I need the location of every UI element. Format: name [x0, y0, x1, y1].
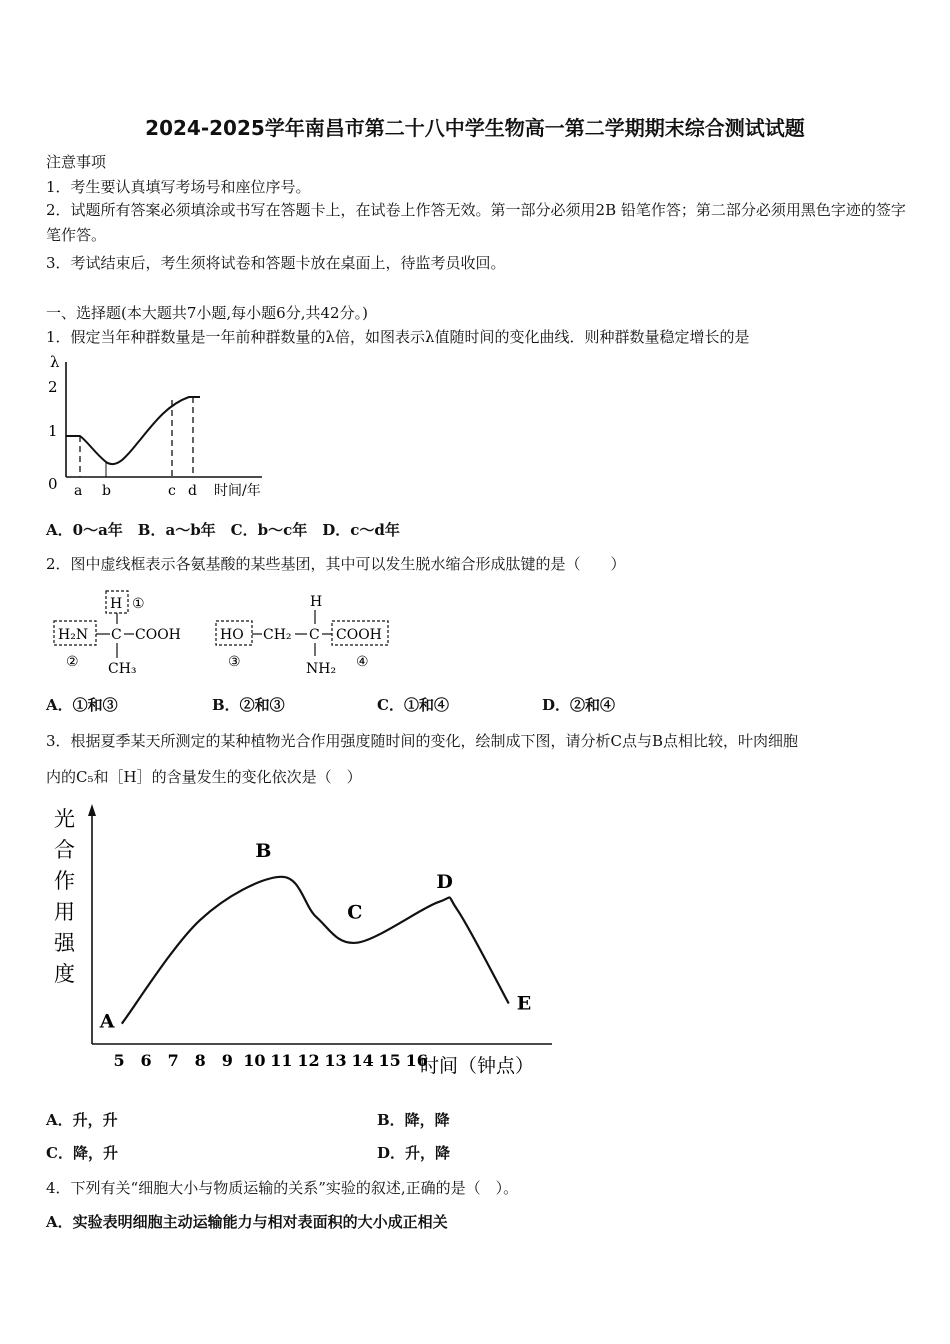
- q2-mark-2: ②: [66, 654, 79, 670]
- q3-x-tick-label: 8: [194, 1051, 206, 1070]
- q3-series-line: [122, 877, 509, 1024]
- q3-y-label-char: 作: [54, 869, 75, 893]
- q3-stem-line2: 内的C₅和［H］的含量发生的变化依次是（ ）: [46, 768, 362, 786]
- q1-lambda-curve: [66, 397, 200, 464]
- q1-x-tick-a: a: [74, 483, 83, 499]
- q3-y-axis-arrow: [88, 804, 96, 816]
- q3-option-a: A．升，升: [46, 1111, 118, 1129]
- q3-x-tick-label: 14: [351, 1051, 374, 1070]
- notice-heading: 注意事项: [46, 153, 107, 171]
- q2-m2-carbon: C: [309, 627, 320, 643]
- q2-option-d: D．②和④: [542, 696, 616, 714]
- q3-x-tick-label: 13: [324, 1051, 347, 1070]
- q2-mark-3: ③: [228, 654, 241, 670]
- q2-mark-4: ④: [356, 654, 369, 670]
- q1-x-tick-c: c: [168, 483, 176, 499]
- notice-item-3: 3．考试结束后，考生须将试卷和答题卡放在桌面上，待监考员收回。: [46, 254, 506, 272]
- q3-option-b: B．降，降: [377, 1111, 450, 1129]
- q3-photosynthesis-chart: [40, 796, 580, 1088]
- page-title: 2024-2025学年南昌市第二十八中学生物高一第二学期期末综合测试试题: [145, 116, 805, 140]
- q2-box-1-text: H: [110, 596, 123, 612]
- q2-mark-1: ①: [132, 596, 145, 612]
- q3-option-d: D．升，降: [377, 1144, 451, 1162]
- q2-m1-ch3: CH₃: [108, 661, 137, 677]
- q3-point-label-c: C: [347, 901, 363, 924]
- q3-x-tick-label: 9: [221, 1051, 233, 1070]
- q2-m2-ch2: CH₂: [263, 627, 292, 643]
- q1-y-tick-0: 0: [48, 475, 58, 493]
- q3-point-label-a: A: [99, 1010, 115, 1033]
- q3-x-tick-label: 15: [378, 1051, 401, 1070]
- q2-amino-acid-figure: [44, 588, 404, 680]
- q3-y-label-char: 用: [54, 900, 75, 924]
- q2-stem: 2．图中虚线框表示各氨基酸的某些基团，其中可以发生脱水缩合形成肽键的是（ ）: [46, 555, 626, 573]
- q2-m2-h: H: [310, 594, 323, 610]
- q3-stem-line1: 3．根据夏季某天所测定的某种植物光合作用强度随时间的变化，绘制成下图，请分析C点与B点相比较，叶肉细胞: [46, 732, 799, 750]
- q2-m1-carbon: C: [111, 627, 122, 643]
- q3-x-tick-label: 16: [405, 1051, 428, 1070]
- q1-y-label: λ: [50, 353, 60, 371]
- q2-box-2-text: H₂N: [58, 627, 89, 643]
- q4-stem: 4．下列有关“细胞大小与物质运输的关系”实验的叙述,正确的是（ ）。: [46, 1179, 519, 1197]
- q3-y-label-char: 强: [54, 931, 75, 955]
- q3-point-label-e: E: [516, 992, 532, 1015]
- q3-x-tick-label: 7: [167, 1051, 179, 1070]
- q1-y-tick-2: 2: [48, 378, 58, 396]
- q2-box-4-text: COOH: [336, 627, 382, 643]
- q3-x-tick-label: 5: [113, 1051, 125, 1070]
- q3-option-c: C．降，升: [46, 1144, 118, 1162]
- q3-point-label-d: D: [436, 871, 453, 894]
- q3-y-label: [54, 807, 76, 986]
- q3-x-tick-label: 12: [297, 1051, 320, 1070]
- section-heading: 一、选择题(本大题共7小题,每小题6分,共42分。): [46, 304, 368, 322]
- q1-options: A．0～a年 B．a～b年 C．b～c年 D．c～d年: [46, 521, 400, 539]
- q3-y-label-char: 合: [54, 838, 75, 862]
- q3-x-tick-label: 11: [270, 1051, 293, 1070]
- q4-option-a: A．实验表明细胞主动运输能力与相对表面积的大小成正相关: [46, 1213, 448, 1231]
- q2-option-a: A．①和③: [46, 696, 118, 714]
- q1-lambda-figure: [44, 352, 294, 502]
- q1-y-tick-1: 1: [48, 422, 58, 440]
- q1-stem: 1．假定当年种群数量是一年前种群数量的λ倍，如图表示λ值随时间的变化曲线．则种群数量稳定增长的是: [46, 328, 750, 346]
- notice-item-1: 1．考生要认真填写考场号和座位序号。: [46, 178, 311, 196]
- q3-x-tick-label: 6: [140, 1051, 152, 1070]
- q3-x-label: 时间（钟点）: [420, 1055, 535, 1077]
- q2-box-3-text: HO: [220, 627, 244, 643]
- q2-m2-nh2: NH₂: [306, 661, 337, 677]
- q2-option-c: C．①和④: [377, 696, 449, 714]
- q2-option-b: B．②和③: [212, 696, 285, 714]
- q1-x-tick-d: d: [188, 483, 197, 499]
- q2-m1-cooh: COOH: [135, 627, 181, 643]
- q3-y-label-char: 度: [54, 962, 75, 986]
- q3-point-label-b: B: [255, 839, 272, 862]
- notice-item-2: 2．试题所有答案必须填涂或书写在答题卡上，在试卷上作答无效。第一部分必须用2B 铅笔作答；第二部分必须用黑色字迹的签字笔作答。: [46, 201, 906, 244]
- q3-x-tick-label: 10: [243, 1051, 266, 1070]
- q1-x-tick-b: b: [102, 483, 111, 499]
- q3-y-label-char: 光: [54, 807, 75, 831]
- q1-x-label: 时间/年: [214, 483, 261, 499]
